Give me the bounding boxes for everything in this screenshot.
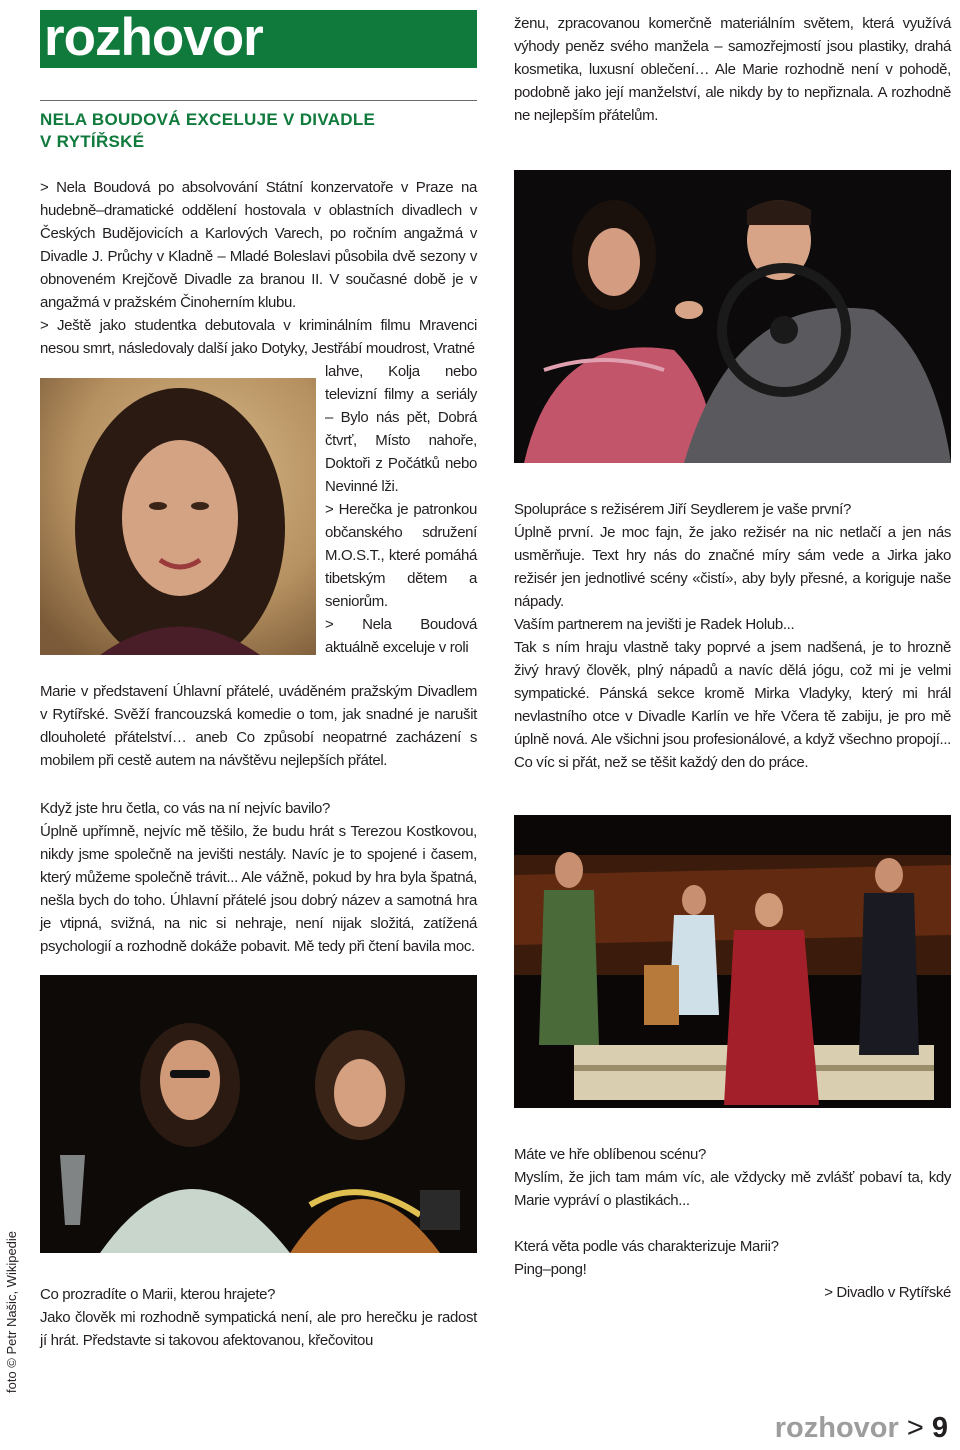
intro-lead: [40, 176, 477, 360]
question-1: Když jste hru četla, co vás na ní nejvíc bavilo?: [40, 800, 331, 817]
intro-filmography-side: lahve, Kolja nebo televizní filmy a seriály – Bylo nás pět, Dobrá čtvrť, Místo nahoře, Doktoři z Počátků nebo Nevinné lži.: [325, 363, 477, 495]
masthead-title: rozhovor: [44, 8, 263, 67]
portrait-photo: [40, 378, 316, 655]
intro-side-column: [325, 360, 477, 659]
photo-credit: [2, 1228, 22, 1393]
continued-paragraph: ženu, zpracovanou komerčně materiálním světem, která využívá výhody peněz svého manžela – samozřejmostí jsou plastiky, drahá kosmetika, luxusní oblečení… Ale Marie rozhodně není v pohodě, podobně jako její manželství, ale nikdy by to nepřiznala. A rozhodně ne nejlepším přátelům.: [514, 15, 951, 124]
answer-3: Úplně první. Je moc fajn, že jako režisér na nic netlačí a jen nás usměrňuje. Text hry nás do značné míry sám vede a Jirka jako režisér jen jednotlivé scény «čistí», aby byly přesné, a koriguje naše nápady.: [514, 524, 951, 610]
footer-arrow: >: [906, 1412, 924, 1444]
headline-line-2: V RYTÍŘSKÉ: [40, 132, 145, 151]
question-4: Vaším partnerem na jevišti je Radek Holub...: [514, 616, 795, 633]
signature-text: > Divadlo v Rytířské: [824, 1284, 951, 1301]
stage-photo-two-women: [40, 975, 477, 1253]
answer-6: Ping–pong!: [514, 1261, 587, 1278]
page-footer: [775, 1412, 948, 1445]
answer-4: Tak s ním hraju vlastně taky poprvé a jsem nadšená, je to hrozně živý hravý člověk, plný nápadů a navíc dělá jógu, což mi je velmi sympatické. Pánská sekce kromě Mirka Vladyky, který mi hrál nevlastního otce v Divadle Karlín ve hře Včera tě zabiju, je pro mě úplně nová. Ale všichni jsou profesionálové, a když všechno propojí... Co víc si přát, než se těšit každý den do práce.: [514, 639, 951, 771]
intro-current-role: [40, 680, 477, 772]
masthead-bar: [40, 10, 477, 68]
footer-section: rozhovor: [774, 1412, 899, 1444]
intro-lead-text: > Nela Boudová po absolvování Státní konzervatoře v Praze na hudebně–dramatické oddělení hostovala v oblastních divadlech v Českých Budějovicích a Karlových Varech, po ročním angažmá v Divadle J. Průchy v Kladně – Mladé Boleslavi působila dvě sezony v obnoveném Krejčově Divadle za branou II. V současné době je v angažmá v pražském Činoherním klubu.: [40, 179, 477, 311]
intro-current-role-start: > Nela Boudová aktuálně exceluje v roli: [325, 616, 477, 656]
answer-5: Myslím, že jich tam mám víc, ale vždycky mě zvlášť pobaví ta, kdy Marie vypráví o plastikách...: [514, 1169, 951, 1209]
intro-current-role-text: Marie v představení Úhlavní přátelé, uváděném pražským Divadlem v Rytířské. Svěží francouzská komedie o tom, jak snadné je narušit dlouholeté přátelství… aneb Co způsobí neopatrné zacházení s mobilem při cestě autem na návštěvu nejlepších přátel.: [40, 683, 477, 769]
answer-1: Úplně upřímně, nejvíc mě těšilo, že budu hrát s Terezou Kostkovou, nikdy jsme společně na jevišti nestály. Navíc je to spojené i časem, který můžeme společně trávit... Ale vážně, pokud by hra byla špatná, nešla bych do toho. Úhlavní přátelé jsou dobrý název a samotná hra je vtipná, svižná, na nic si nehraje, není nijak složitá, zatížená psychologií a rozhodně dokáže pobavit. Mě tedy při čtení bavila moc.: [40, 823, 477, 955]
headline-line-1: NELA BOUDOVÁ EXCELUJE V DIVADLE: [40, 110, 376, 129]
article-signature: [514, 1281, 951, 1304]
photo-credit-text: foto © Petr Našic, Wikipedie: [4, 1230, 19, 1393]
question-5: Máte ve hře oblíbenou scénu?: [514, 1146, 707, 1163]
qa-block-2: [40, 1283, 477, 1352]
qa-block-5: [514, 1143, 951, 1212]
qa-block-3: [514, 498, 951, 613]
answer-2: Jako člověk mi rozhodně sympatická není, ale pro herečku je radost jí hrát. Představte si takovou afektovanou, křečovitou: [40, 1309, 477, 1349]
question-6: Která věta podle vás charakterizuje Marii?: [514, 1238, 779, 1255]
qa-block-1: [40, 797, 477, 958]
page-number: 9: [931, 1412, 948, 1444]
intro-patronage: > Herečka je patronkou občanského sdružení M.O.S.T., které pomáhá tibetským dětem a seniorům.: [325, 501, 477, 610]
qa-block-6: [514, 1235, 951, 1281]
continued-text: [514, 12, 951, 127]
intro-filmography-top: > Ještě jako studentka debutovala v kriminálním filmu Mravenci nesou smrt, následovaly další jako Dotyky, Jestřábí moudrost, Vratné: [40, 317, 477, 357]
stage-photo-ensemble: [514, 815, 951, 1108]
article-headline: [40, 100, 477, 153]
stage-photo-car-scene: [514, 170, 951, 463]
question-2: Co prozradíte o Marii, kterou hrajete?: [40, 1286, 276, 1303]
qa-block-4: [514, 613, 951, 774]
question-3: Spolupráce s režisérem Jiří Seydlerem je vaše první?: [514, 501, 851, 518]
